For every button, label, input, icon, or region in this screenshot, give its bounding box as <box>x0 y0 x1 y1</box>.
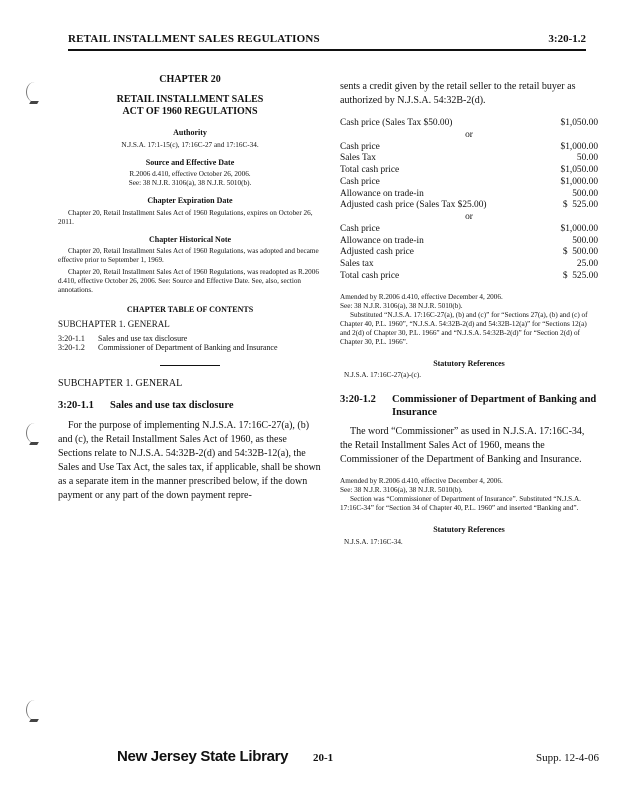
section-heading <box>58 400 322 413</box>
price-label: Adjusted cash price (Sales Tax $25.00) <box>340 200 487 211</box>
price-table-row <box>340 259 598 271</box>
statutory-references-heading: Statutory References <box>433 525 505 535</box>
section-title: Sales and use tax disclosure <box>110 399 234 411</box>
punch-hole-icon <box>26 700 43 720</box>
price-value: 25.00 <box>576 259 598 269</box>
chapter-title-line1: RETAIL INSTALLMENT SALES <box>116 94 264 105</box>
section-number: 3:20-1.1 <box>58 399 94 411</box>
price-value: $ 525.00 <box>562 270 598 281</box>
section-body: The word “Commissioner” as used in N.J.S.A. 17:16C-34, the Retail Installment Sales Act of 1960, means the Commissioner of the Department of Banking and Insurance. <box>340 426 585 466</box>
toc-subchapter: SUBCHAPTER 1. GENERAL <box>58 318 170 329</box>
statutory-references-text: N.J.S.A. 17:16C-27(a)-(c). <box>344 371 422 380</box>
price-label: Allowance on trade-in <box>340 188 424 199</box>
or-separator: or <box>465 129 473 140</box>
section-number: 3:20-1.2 <box>340 394 376 406</box>
chapter-title-line2: ACT OF 1960 REGULATIONS <box>122 106 258 117</box>
expiration-text: Chapter 20, Retail Installment Sales Act of 1960 Regulations, expires on October 26, 2011. <box>58 208 313 226</box>
price-label: Sales Tax <box>340 153 376 164</box>
price-value: $1,000.00 <box>560 141 598 152</box>
left-column <box>58 74 322 503</box>
price-table-row <box>340 189 598 201</box>
expiration-heading: Chapter Expiration Date <box>147 196 233 206</box>
page-number: 20-1 <box>313 752 334 764</box>
running-header <box>68 31 586 51</box>
price-table <box>340 118 598 283</box>
price-label: Total cash price <box>340 270 400 281</box>
price-value: 500.00 <box>572 235 598 246</box>
price-table-row <box>340 224 598 236</box>
statutory-references-text: N.J.S.A. 17:16C-34. <box>344 537 403 546</box>
header-section-number: 3:20-1.2 <box>548 33 586 45</box>
historical-note-text: Chapter 20, Retail Installment Sales Act of 1960 Regulations, was adopted and became effective prior to September 1, 1969. <box>58 247 319 265</box>
price-value: $ 525.00 <box>562 200 598 211</box>
punch-hole-icon <box>26 423 43 443</box>
toc-item-number: 3:20-1.1 <box>58 333 85 343</box>
price-table-row <box>340 118 598 130</box>
historical-note-text: Chapter 20, Retail Installment Sales Act of 1960 Regulations, was readopted as R.2006 d.410, effective October 26, 2006. See: Source and Effective Date. See, also, section annotations. <box>58 268 319 295</box>
price-table-row <box>340 165 598 177</box>
toc-heading: CHAPTER TABLE OF CONTENTS <box>126 305 254 315</box>
price-label: Allowance on trade-in <box>340 235 424 246</box>
price-table-row <box>340 177 598 189</box>
source-text: See: 38 N.J.R. 3106(a), 38 N.J.R. 5010(b). <box>128 179 252 188</box>
amendment-note: Amended by R.2006 d.410, effective December 4, 2006. <box>340 292 503 301</box>
statutory-references-heading: Statutory References <box>433 358 505 368</box>
price-label: Total cash price <box>340 165 400 175</box>
section-heading <box>340 394 598 419</box>
source-text: R.2006 d.410, effective October 26, 2006. <box>129 170 251 179</box>
price-label: Sales tax <box>340 259 374 269</box>
price-label: Cash price <box>340 223 380 234</box>
amendment-note: Section was “Commissioner of Department of Insurance”. Substituted “N.J.S.A. 17:16C-34” for “Section 34 of Chapter 40, P.L. 1960” and inserted “Banking and”. <box>340 495 581 513</box>
header-title: RETAIL INSTALLMENT SALES REGULATIONS <box>68 33 320 45</box>
price-value: 500.00 <box>572 188 598 199</box>
authority-heading: Authority <box>173 128 207 137</box>
chapter-number: CHAPTER 20 <box>159 74 221 85</box>
price-value: $1,050.00 <box>560 165 598 175</box>
price-table-row <box>340 200 598 212</box>
punch-hole-icon <box>26 82 43 102</box>
amendment-note: See: 38 N.J.R. 3106(a), 38 N.J.R. 5010(b). <box>340 486 463 495</box>
historical-note-heading: Chapter Historical Note <box>148 234 232 244</box>
amendment-note: Amended by R.2006 d.410, effective December 4, 2006. <box>340 477 503 486</box>
price-value: $1,050.00 <box>560 118 598 128</box>
amendment-note: Substituted “N.J.S.A. 17:16C-27(a), (b) and (c)” for “Sections 27(a), (b) and (c) of Chapter 40, P.L. 1960”, “N.J.S.A. 54:32B-2(d) and 54:32B-12(a)” for “Sections 12(a) and 2(d) of Chapter 30, P.L. 1966” and “N.J.S.A. 54:32B-2(d)” for “Section 2(d) of Chapter 30, P.L. 1966”. <box>340 310 588 346</box>
right-column <box>340 80 598 547</box>
authority-text: N.J.S.A. 17:1-15(c), 17:16C-27 and 17:16C-34. <box>121 140 259 149</box>
section-title: Commissioner of Department of Banking and Insurance <box>392 394 597 418</box>
toc-item-label: Sales and use tax disclosure <box>98 333 188 343</box>
price-label: Cash price (Sales Tax $50.00) <box>340 118 453 128</box>
price-label: Cash price <box>340 176 380 187</box>
toc-item-number: 3:20-1.2 <box>58 343 85 353</box>
price-table-row <box>340 153 598 165</box>
divider <box>160 365 220 366</box>
toc-item[interactable] <box>58 334 322 344</box>
section-body: For the purpose of implementing N.J.S.A. 17:16C-27(a), (b) and (c), the Retail Installment Sales Act of 1960, as these Sections relate to N.J.S.A. 54:32B-2(d) and 54:32B-12(a), the Sales and Use Tax Act, the sales tax, if applicable, shall be shown as a separate item in the manner prescribed below, if the down payment or any part of the down payment repre- <box>58 419 321 501</box>
price-table-row <box>340 142 598 154</box>
subchapter-heading: SUBCHAPTER 1. GENERAL <box>58 377 183 389</box>
continued-text: sents a credit given by the retail seller to the retail buyer as authorized by N.J.S.A. 54:32B-2(d). <box>340 81 576 106</box>
source-heading: Source and Effective Date <box>145 157 235 167</box>
library-stamp: New Jersey State Library <box>117 748 289 765</box>
price-table-row <box>340 271 598 283</box>
price-label: Adjusted cash price <box>340 247 414 258</box>
price-table-row <box>340 247 598 259</box>
price-table-row <box>340 236 598 248</box>
supplement-date: Supp. 12-4-06 <box>536 752 599 764</box>
toc-item[interactable] <box>58 343 322 353</box>
price-value: $1,000.00 <box>560 176 598 187</box>
price-value: $ 500.00 <box>562 247 598 258</box>
price-value: 50.00 <box>576 153 598 164</box>
price-label: Cash price <box>340 141 380 152</box>
or-separator: or <box>465 212 473 222</box>
toc-item-label: Commissioner of Department of Banking and Insurance <box>98 343 278 353</box>
amendment-note: See: 38 N.J.R. 3106(a), 38 N.J.R. 5010(b). <box>340 301 463 310</box>
price-value: $1,000.00 <box>560 223 598 234</box>
